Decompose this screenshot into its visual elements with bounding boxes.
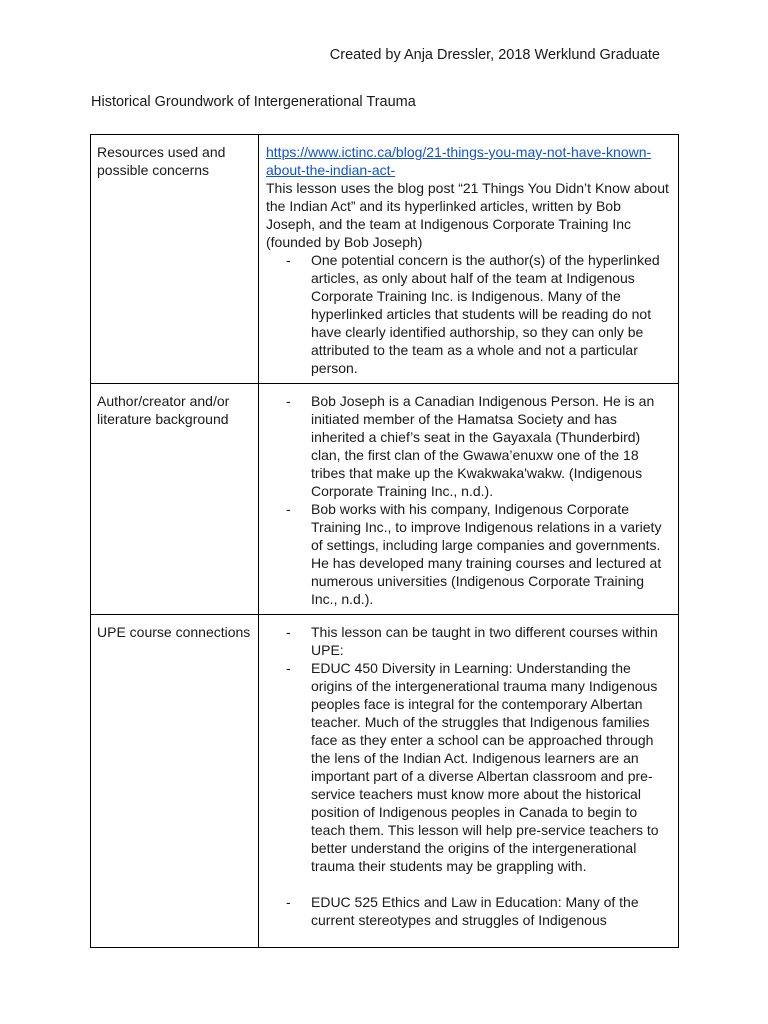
author-credit: Created by Anja Dressler, 2018 Werklund Graduate (329, 47, 660, 63)
resource-intro-text: This lesson uses the blog post “21 Things You Didn’t Know about the Indian Act” and its hyperlinked articles, written by Bob Joseph, and the team at Indigenous Corporate Training Inc (founded by Bob Joseph) (266, 180, 669, 250)
row-content (259, 384, 679, 615)
row-label: Author/creator and/or literature background (91, 384, 259, 615)
lesson-table (90, 134, 679, 948)
table-row-resources (91, 135, 679, 384)
list-item: - One potential concern is the author(s) of the hyperlinked articles, as only about half of the team at Indigenous Corporate Training Inc. is Indigenous. Many of the hyperlinked articles that students will be reading do not have clearly identified authorship, so they can only be attributed to the team as a whole and not a particular person. (266, 251, 672, 377)
row-content (259, 135, 679, 384)
concerns-list (266, 251, 672, 377)
row-label: UPE course connections (91, 615, 259, 948)
row-label: Resources used and possible concerns (91, 135, 259, 384)
document-title: Historical Groundwork of Intergenerational Trauma (91, 94, 416, 110)
list-item: - EDUC 525 Ethics and Law in Education: Many of the current stereotypes and struggles of Indigenous (266, 893, 672, 929)
table-row-author (91, 384, 679, 615)
list-item: - Bob Joseph is a Canadian Indigenous Person. He is an initiated member of the Hamatsa Society and has inherited a chief’s seat in the Gayaxala (Thunderbird) clan, the first clan of the Gwawa’enuxw one of the 18 tribes that make up the Kwakwaka'wakw. (Indigenous Corporate Training Inc., n.d.). (266, 392, 672, 500)
course-connections-list (266, 623, 672, 929)
list-item: - EDUC 450 Diversity in Learning: Understanding the origins of the intergenerational trauma many Indigenous peoples face is integral for the contemporary Albertan teacher. Much of the struggles that Indigenous families face as they enter a school can be approached through the lens of the Indian Act. Indigenous learners are an important part of a diverse Albertan classroom and pre-service teachers must know more about the historical position of Indigenous peoples in Canada to begin to teach them. This lesson will help pre-service teachers to better understand the origins of the intergenerational trauma their students may be grappling with. (266, 659, 672, 875)
list-item: - Bob works with his company, Indigenous Corporate Training Inc., to improve Indigenous relations in a variety of settings, including large companies and governments. He has developed many training courses and lectured at numerous universities (Indigenous Corporate Training Inc., n.d.). (266, 500, 672, 608)
blog-post-link[interactable]: https://www.ictinc.ca/blog/21-things-you-may-not-have-known-about-the-indian-act- (266, 144, 652, 178)
table-row-course-connections (91, 615, 679, 948)
author-background-list (266, 392, 672, 608)
list-item: - This lesson can be taught in two different courses within UPE: (266, 623, 672, 659)
row-content (259, 615, 679, 948)
